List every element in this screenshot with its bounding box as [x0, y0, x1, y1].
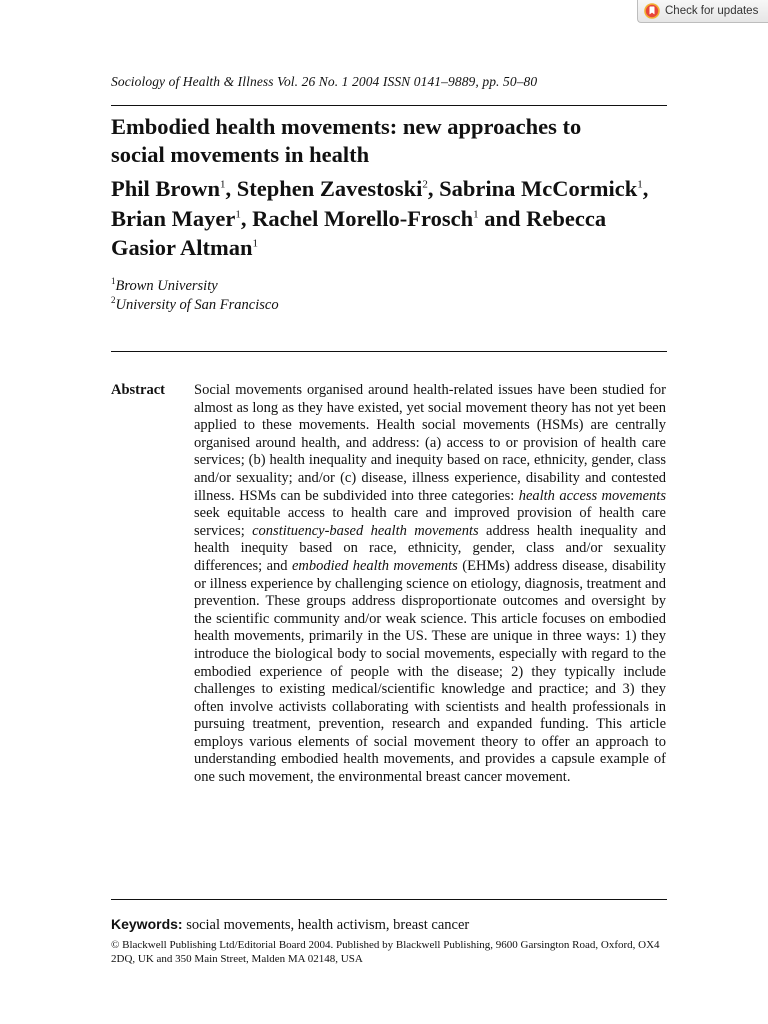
affiliation-item	[111, 296, 279, 315]
abstract-segment: seek equitable access to health care and improved provision of health care services;	[194, 505, 666, 539]
author-name: Stephen Zavestoski	[236, 176, 423, 201]
author-separator: ,	[225, 176, 237, 201]
author-affiliation-mark: 2	[422, 178, 428, 191]
author-affiliation-mark: 1	[473, 208, 479, 220]
abstract-text	[194, 382, 666, 787]
author-name: Sabrina McCormick	[439, 176, 638, 201]
title-line-1: Embodied health movements: new approaches to	[111, 114, 582, 139]
title-line-2: social movements in health	[111, 142, 370, 167]
abstract-segment: (EHMs) address disease, disability or illness experience by challenging science on etiology, diagnosis, treatment and prevention. These groups address disproportionate outcomes and oversight by the scientific community and/or weak science. This article focuses on embodied health movements, primarily in the US. These are unique in three ways: 1) they introduce the biological body to social movements, especially with regard to the embodied experience of people with the disease; 2) they typically include challenges to existing medical/scientific knowledge and practice; and 3) they often involve activists collaborating with scientists and health professionals in pursuing treatment, prevention, research and expanded funding. This article employs various elements of social movement theory to offer an approach to understanding embodied health movements, and provides a capsule example of one such movement, the environmental breast cancer movement.	[194, 557, 666, 786]
abstract-segment: address health inequality and health inequity based on race, ethnicity, gender, class and/or sexuality differences; and	[194, 522, 666, 574]
author-name: Brian Mayer	[111, 205, 236, 231]
author-name: Rebecca Gasior Altman	[111, 205, 607, 260]
check-for-updates-button[interactable]	[637, 0, 768, 23]
abstract-bottom-divider	[111, 899, 667, 900]
author-affiliation-mark: 1	[252, 237, 258, 250]
author-name: Phil Brown	[111, 176, 220, 201]
abstract-label: Abstract	[111, 382, 165, 398]
affiliation-name: University of San Francisco	[115, 297, 279, 313]
affiliation-number: 1	[111, 276, 116, 287]
abstract-top-divider	[111, 351, 667, 352]
affiliation-item	[111, 277, 279, 296]
journal-citation: Sociology of Health & Illness Vol. 26 No. 1 2004 ISSN 0141–9889, pp. 50–80	[111, 74, 538, 89]
author-name: Rachel Morello-Frosch	[252, 205, 474, 231]
author-affiliation-mark: 1	[235, 208, 241, 220]
abstract-segment: Social movements organised around health-related issues have been studied for almost as long as they have existed, yet social movement theory has not yet been applied to these movements. Health social movements (HSMs) are centrally organised around health, and address: (a) access to or provision of health care services; (b) health inequality and inequity based on race, ethnicity, gender, class and/or sexuality; and/or (c) disease, illness experience, disability and contested illness. HSMs can be subdivided into three categories:	[194, 382, 666, 504]
abstract-term-embodied: embodied health movements	[291, 557, 458, 574]
check-for-updates-label: Check for updates	[665, 5, 759, 17]
author-separator: ,	[240, 205, 253, 231]
article-title	[111, 113, 667, 169]
author-affiliation-mark: 1	[219, 178, 226, 191]
affiliation-number: 2	[111, 295, 116, 306]
keywords-label: Keywords:	[111, 916, 183, 932]
author-list	[111, 174, 667, 263]
affiliation-name: Brown University	[115, 278, 218, 294]
check-updates-icon	[644, 3, 660, 19]
author-affiliation-mark: 1	[637, 178, 643, 191]
header-divider	[111, 105, 667, 106]
affiliations	[111, 277, 279, 315]
author-separator: ,	[427, 176, 440, 201]
keywords-list: social movements, health activism, breast cancer	[182, 917, 470, 933]
copyright-notice: © Blackwell Publishing Ltd/Editorial Board 2004. Published by Blackwell Publishing, 9600 Garsington Road, Oxford, OX4 2DQ, UK and 350 Main Street, Malden MA 02148, USA	[111, 939, 660, 965]
abstract-term-health-access: health access movements	[518, 487, 666, 504]
author-separator: ,	[642, 176, 649, 201]
keywords	[111, 916, 469, 934]
author-separator: and	[478, 205, 527, 231]
abstract-term-constituency: constituency-based health movements	[252, 522, 479, 539]
